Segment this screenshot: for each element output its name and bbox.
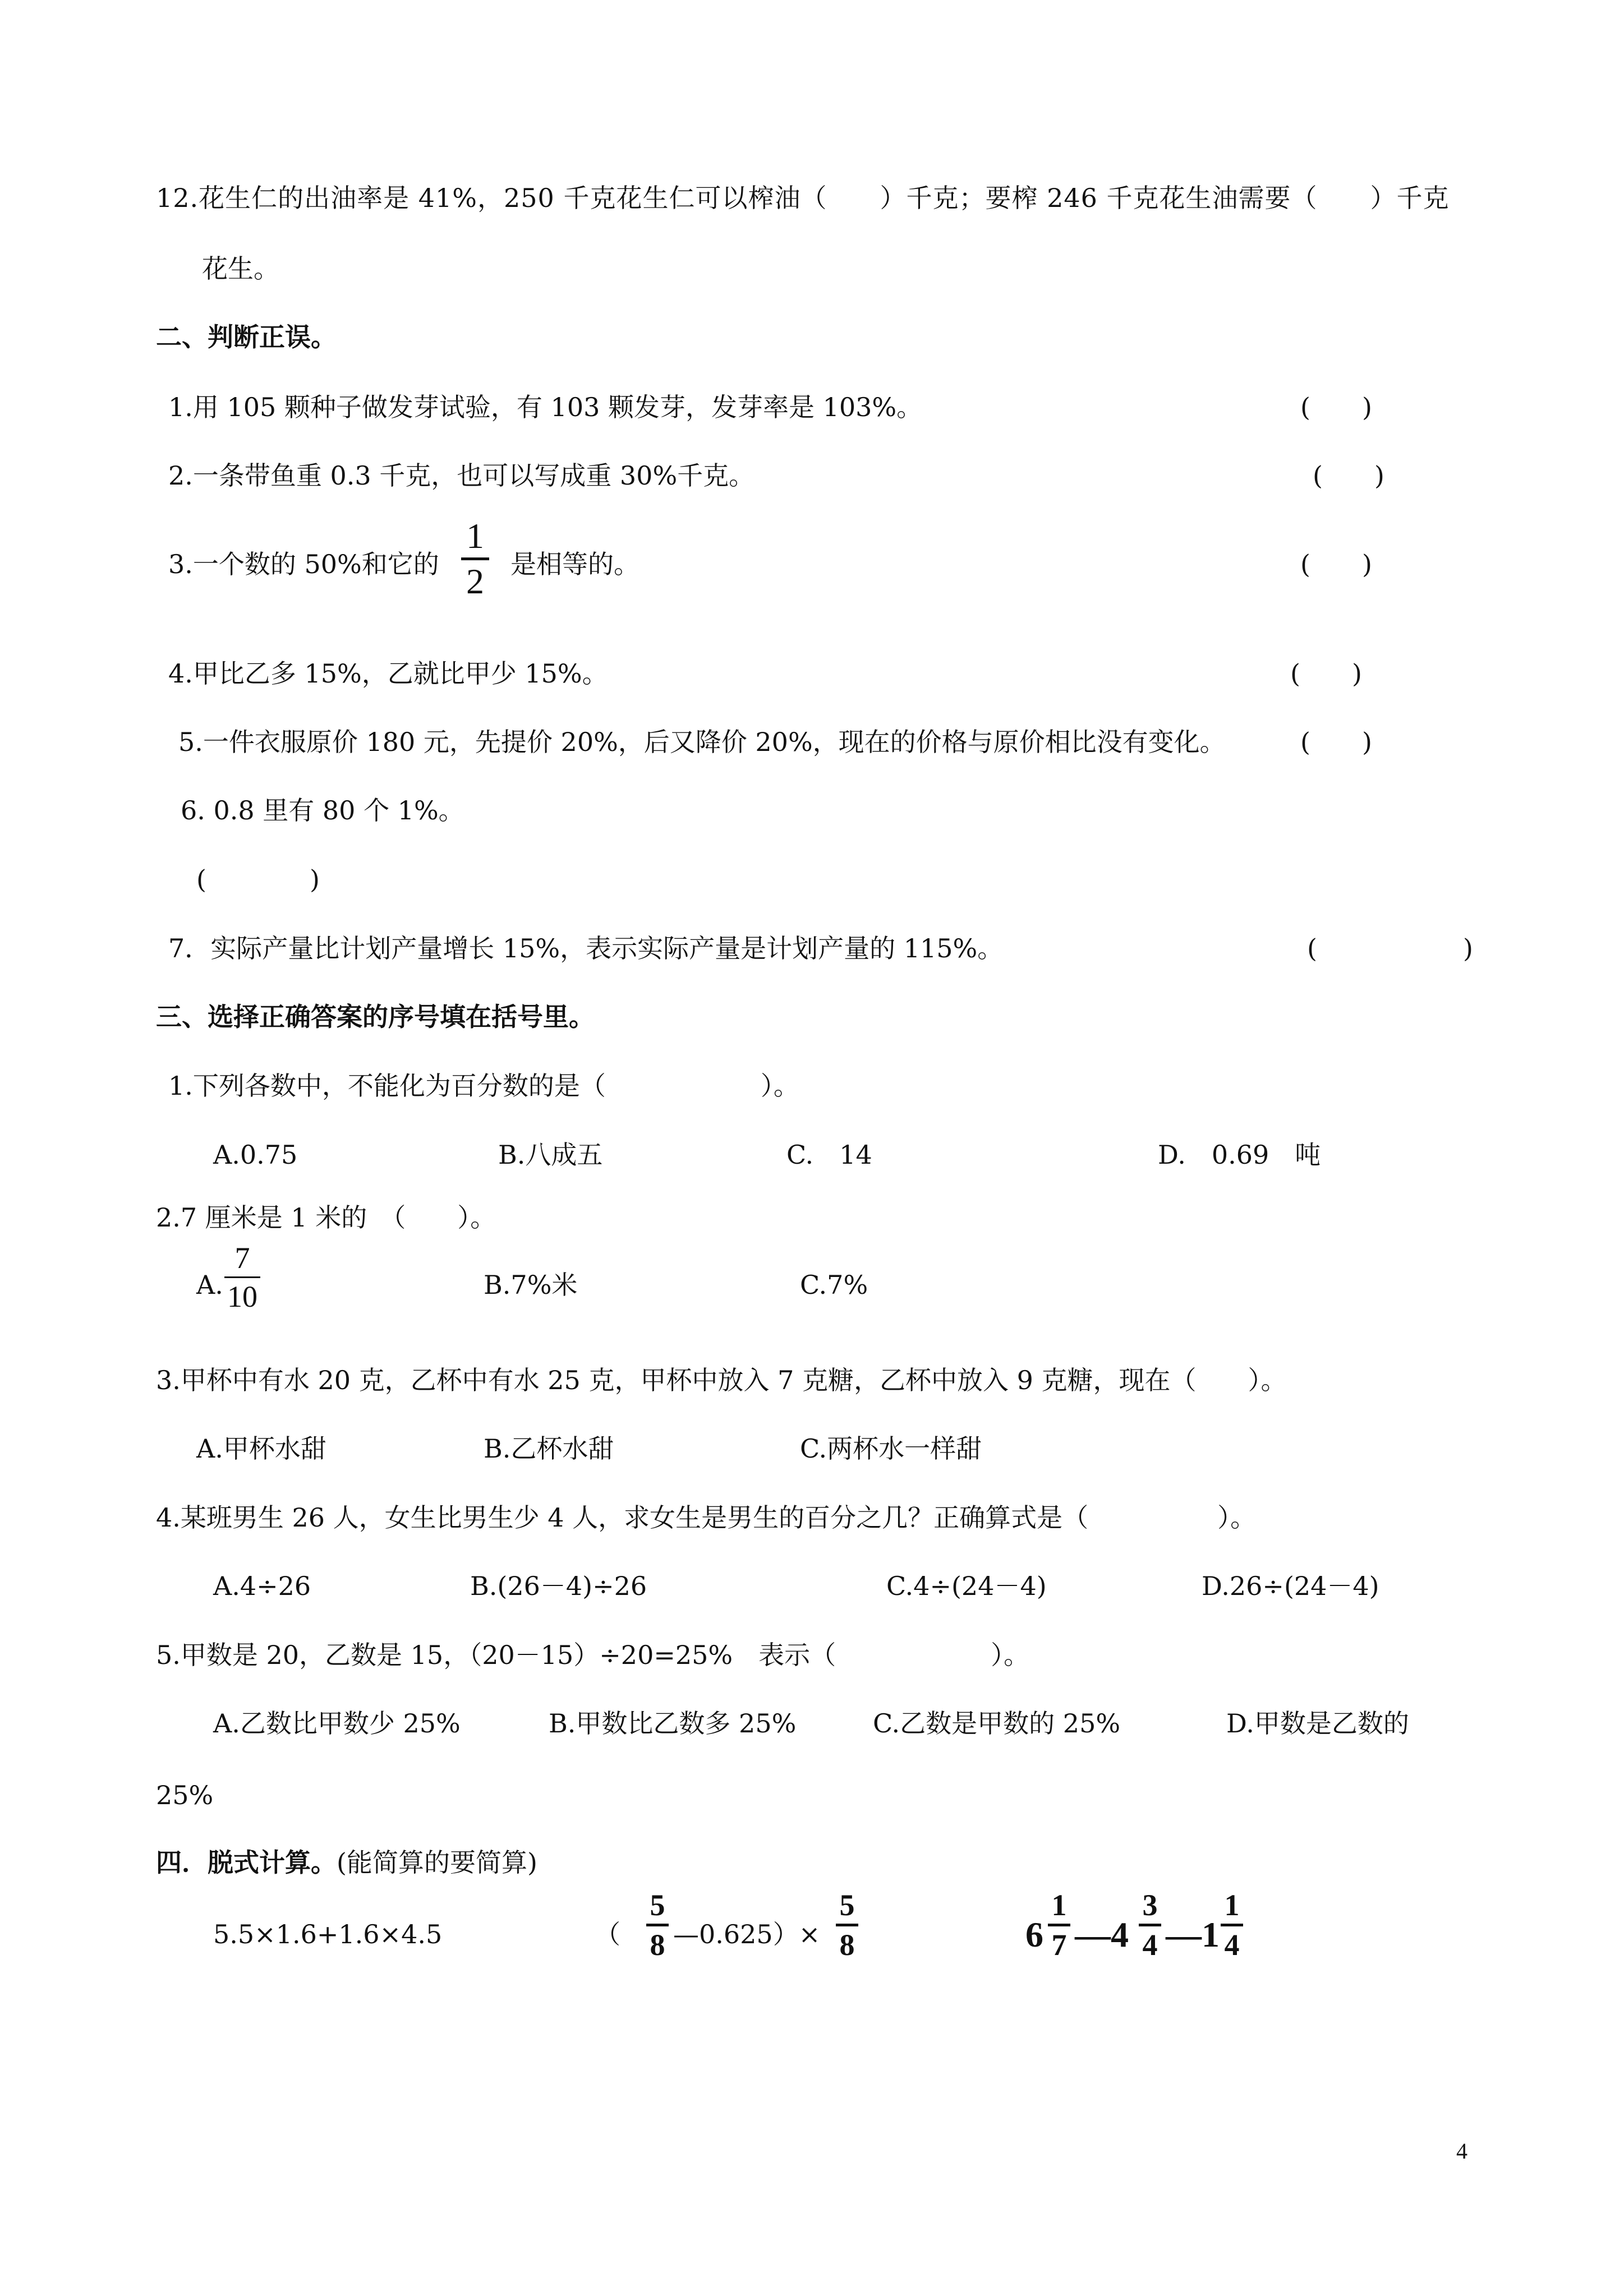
judge-paren-5[interactable]: ( ) — [1300, 727, 1372, 757]
judge-item-4: 4.甲比乙多 15%，乙就比甲少 15%。 — [168, 658, 608, 689]
frac-numerator: 1 — [1224, 1888, 1240, 1922]
judge-item-3a: 3.一个数的 50%和它的 — [168, 549, 439, 579]
judge-item-1: 1.用 105 颗种子做发芽试验，有 103 颗发芽，发芽率是 103%。 — [168, 392, 923, 422]
choice-q5-option-c[interactable]: C.乙数是甲数的 25% — [873, 1708, 1121, 1739]
calc-expr-3-whole-1: 6 — [1025, 1915, 1043, 1954]
q12-line2: 花生。 — [202, 253, 279, 284]
calc-expr-3-op-2: —1 — [1166, 1915, 1220, 1954]
calc-expr-2-frac-1 — [646, 1890, 669, 1960]
choice-q4-option-b[interactable]: B.(26－4)÷26 — [470, 1571, 647, 1601]
frac-denominator: 8 — [839, 1928, 855, 1962]
judge-item-6: 6. 0.8 里有 80 个 1%。 — [181, 795, 464, 826]
choice-q2-option-b[interactable]: B.7%米 — [484, 1270, 578, 1300]
choice-q1-option-d[interactable]: D. 0.69 吨 — [1158, 1140, 1321, 1170]
q12-line1: 12.花生仁的出油率是 41%，250 千克花生仁可以榨油（ ）千克；要榨 246 千克花生油需要（ ）千克 — [156, 183, 1450, 213]
choice-q1: 1.下列各数中，不能化为百分数的是（ ）。 — [168, 1071, 799, 1101]
judge-paren-3[interactable]: ( ) — [1300, 549, 1372, 579]
calc-expr-2-mid: —0.625）× — [673, 1919, 821, 1949]
section4-title-bold: 四．脱式计算。 — [156, 1847, 337, 1878]
choice-q4-option-a[interactable]: A.4÷26 — [213, 1571, 311, 1601]
judge-paren-6[interactable]: ( ) — [196, 864, 320, 895]
frac-denominator: 4 — [1142, 1928, 1158, 1962]
section4-title-rest: (能简算的要简算) — [337, 1847, 537, 1878]
frac-numerator: 7 — [234, 1241, 250, 1275]
frac-denominator: 10 — [227, 1280, 257, 1313]
frac-denominator: 2 — [466, 561, 484, 601]
judge-item-3b: 是相等的。 — [510, 549, 640, 579]
calc-expr-2-open: （ — [595, 1919, 620, 1949]
judge-paren-1[interactable]: ( ) — [1300, 392, 1372, 422]
choice-q3: 3.甲杯中有水 20 克，乙杯中有水 25 克，甲杯中放入 7 克糖，乙杯中放入 9 克糖，现在（ ）。 — [156, 1365, 1287, 1395]
choice-q2-option-a-prefix[interactable]: A. — [196, 1270, 223, 1300]
choice-q4: 4.某班男生 26 人，女生比男生少 4 人，求女生是男生的百分之几？正确算式是（ ）。 — [156, 1502, 1257, 1533]
frac-denominator: 4 — [1224, 1928, 1240, 1962]
choice-q5-option-d-tail: 25% — [156, 1780, 214, 1810]
judge-item-7: 7．实际产量比计划产量增长 15%，表示实际产量是计划产量的 115%。 — [168, 933, 1004, 963]
choice-q2-option-c[interactable]: C.7% — [800, 1270, 868, 1300]
judge-item-5: 5.一件衣服原价 180 元，先提价 20%，后又降价 20%，现在的价格与原价相比没有变化。 — [178, 727, 1226, 757]
choice-q2-option-a-fraction[interactable] — [224, 1243, 260, 1312]
choice-q5-option-a[interactable]: A.乙数比甲数少 25% — [213, 1708, 461, 1739]
frac-bar — [224, 1276, 260, 1278]
choice-q3-option-b[interactable]: B.乙杯水甜 — [484, 1433, 614, 1464]
frac-denominator: 7 — [1051, 1928, 1067, 1962]
calc-expr-3-op-1: —4 — [1075, 1915, 1129, 1954]
choice-q5-option-d[interactable]: D.甲数是乙数的 — [1226, 1708, 1409, 1739]
choice-q3-option-c[interactable]: C.两杯水一样甜 — [800, 1433, 982, 1464]
choice-q4-option-c[interactable]: C.4÷(24－4) — [886, 1571, 1047, 1601]
frac-numerator: 1 — [1051, 1888, 1067, 1922]
frac-bar — [646, 1924, 669, 1926]
judge-paren-4[interactable]: ( ) — [1290, 658, 1362, 689]
choice-q3-option-a[interactable]: A.甲杯水甜 — [196, 1433, 326, 1464]
judge-paren-2[interactable]: ( ) — [1313, 460, 1384, 491]
choice-q2: 2.7 厘米是 1 米的 （ ）。 — [156, 1202, 496, 1233]
judge-paren-7-left[interactable]: ( — [1307, 933, 1317, 963]
section2-title: 二、判断正误。 — [156, 322, 337, 352]
choice-q4-option-d[interactable]: D.26÷(24－4) — [1202, 1571, 1379, 1601]
section3-title: 三、选择正确答案的序号填在括号里。 — [156, 1002, 595, 1032]
frac-bar — [836, 1924, 858, 1926]
frac-numerator: 5 — [650, 1888, 665, 1922]
choice-q1-option-a[interactable]: A.0.75 — [213, 1140, 298, 1170]
choice-q5: 5.甲数是 20，乙数是 15，（20－15）÷20=25% 表示（ ）。 — [156, 1640, 1030, 1670]
frac-numerator: 1 — [466, 516, 484, 556]
judge-item-2: 2.一条带鱼重 0.3 千克，也可以写成重 30%千克。 — [168, 460, 755, 491]
frac-bar — [1221, 1924, 1243, 1926]
section4-title — [156, 1847, 537, 1878]
choice-q1-option-c[interactable]: C. 14 — [786, 1140, 872, 1170]
calc-expr-3-frac-2 — [1139, 1890, 1161, 1960]
frac-numerator: 3 — [1142, 1888, 1158, 1922]
choice-q5-option-b[interactable]: B.甲数比乙数多 25% — [549, 1708, 797, 1739]
judge-paren-7-right[interactable]: ) — [1463, 933, 1473, 963]
calc-expr-2-frac-2 — [836, 1890, 858, 1960]
calc-expr-3-frac-1 — [1048, 1890, 1070, 1960]
calc-expr-1: 5.5×1.6+1.6×4.5 — [213, 1919, 443, 1949]
page-number: 4 — [1456, 2138, 1467, 2164]
frac-bar — [1048, 1924, 1070, 1926]
frac-bar — [1139, 1924, 1161, 1926]
choice-q1-option-b[interactable]: B.八成五 — [498, 1140, 603, 1170]
frac-denominator: 8 — [650, 1928, 665, 1962]
calc-expr-3-frac-3 — [1221, 1890, 1243, 1960]
judge-item-3-fraction — [461, 518, 489, 600]
frac-bar — [461, 557, 489, 560]
frac-numerator: 5 — [839, 1888, 855, 1922]
